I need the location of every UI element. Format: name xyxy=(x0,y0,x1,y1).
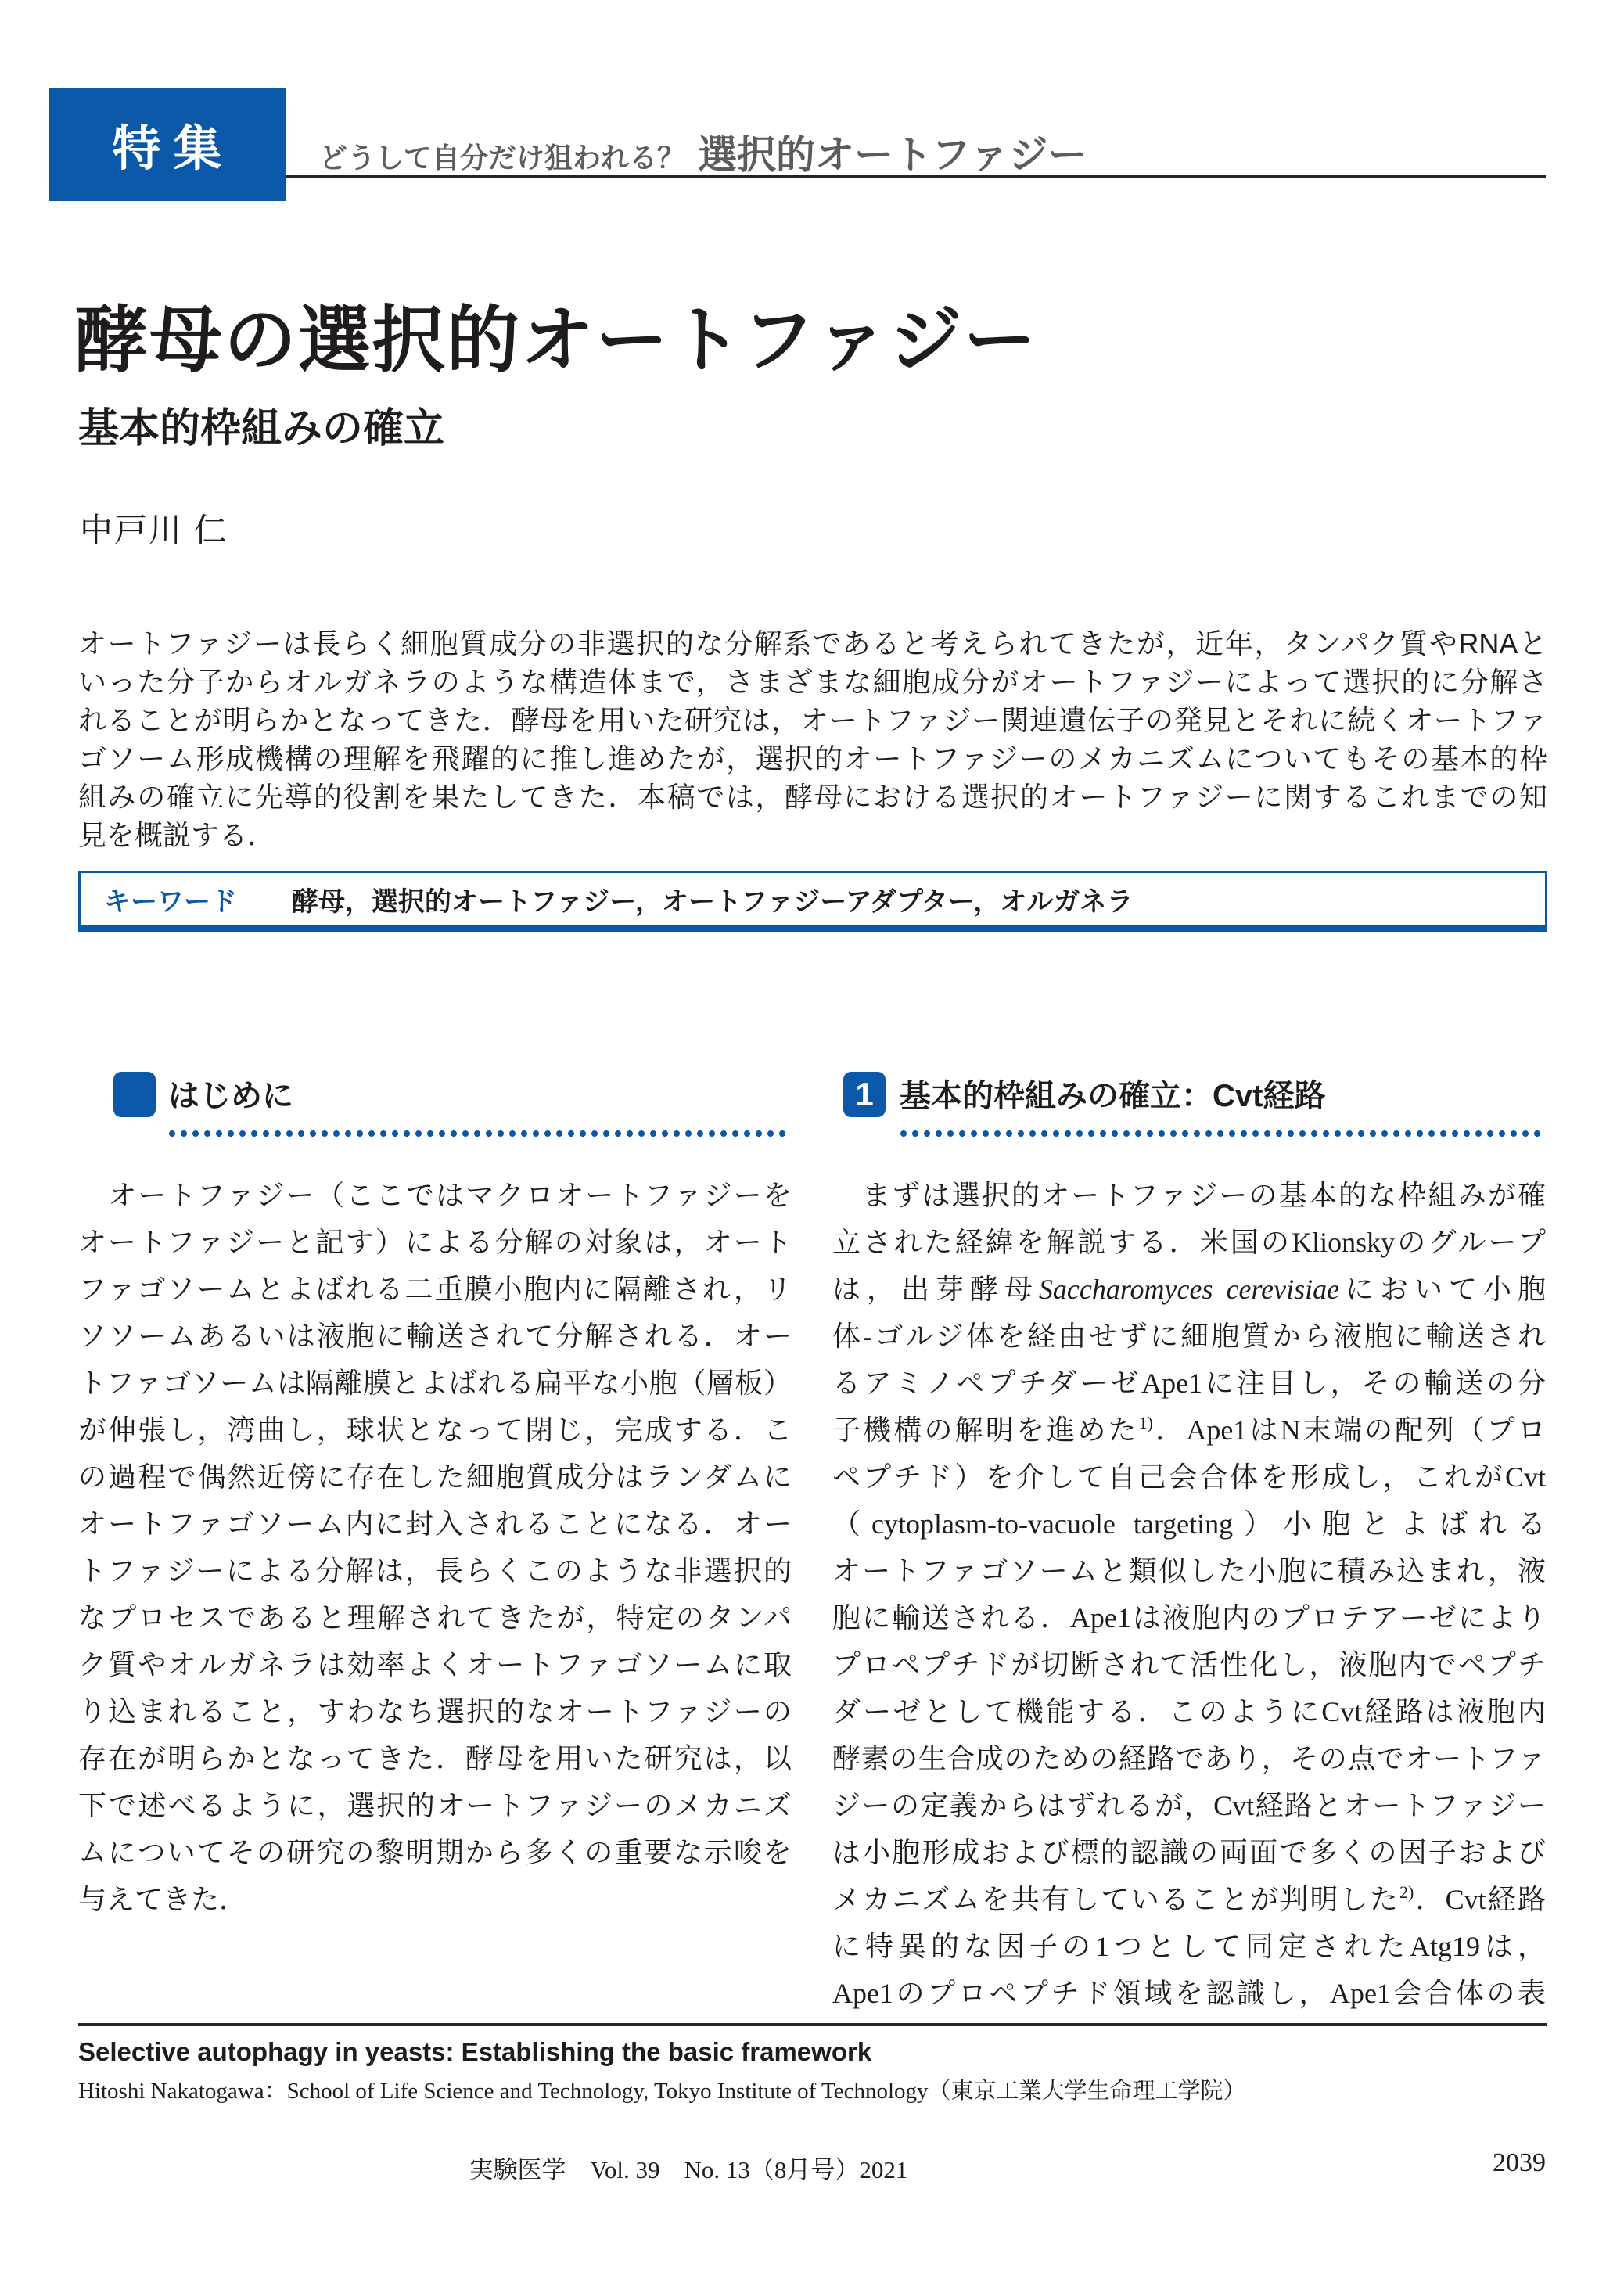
text-line: トファゴソームは隔離膜とよばれる扁平な小胞（層板） xyxy=(78,1368,792,1399)
text-line: オートファジーと記す）による分解の対象は，オート xyxy=(78,1227,792,1258)
text-line: オートファジーは長らく細胞質成分の非選択的な分解系であると考えられてきたが，近年，タンパク質やRNAと xyxy=(78,627,1547,660)
author-affiliation: Hitoshi Nakatogawa：School of Life Science and Technology, Tokyo Institute of Technology（東京工業大学生命理工学院） xyxy=(78,2079,1246,2104)
text-line: ペプチド）を介して自己会合体を形成し，これがCvt xyxy=(832,1461,1546,1493)
abstract xyxy=(78,624,1547,854)
text-line: いった分子からオルガネラのような構造体まで，さまざまな細胞成分がオートファジーによって選択的に分解さ xyxy=(78,666,1547,698)
page-subtitle: 基本的枠組みの確立 xyxy=(78,406,445,451)
text-line: オートファゴソームと類似した小胞に積み込まれ，液 xyxy=(832,1555,1546,1587)
text-line: オートファジー（ここではマクロオートファジーを xyxy=(78,1180,792,1211)
text-line: ゴソーム形成機構の理解を飛躍的に推し進めたが，選択的オートファジーのメカニズムについてもその基本的枠 xyxy=(78,742,1547,775)
text-line: に特異的な因子の1つとして同定されたAtg19は， xyxy=(832,1931,1546,1962)
text-line: は，出芽酵母Saccharomyces cerevisiaeにおいて小胞 xyxy=(832,1274,1546,1305)
text-line: 存在が明らかとなってきた．酵母を用いた研究は，以 xyxy=(78,1743,792,1774)
text-line: 見を概説する． xyxy=(78,819,276,851)
text-line: の過程で偶然近傍に存在した細胞質成分はランダムに xyxy=(78,1461,792,1493)
text-line: Ape1のプロペプチド領域を認識し，Ape1会合体の表 xyxy=(832,1978,1546,2009)
text-line: が伸張し，湾曲し，球状となって閉じ，完成する．こ xyxy=(78,1414,792,1446)
left-column-text xyxy=(78,1172,792,1923)
text-line: ジーの定義からはずれるが，Cvt経路とオートファジー xyxy=(832,1790,1546,1821)
text-line: ファゴソームとよばれる二重膜小胞内に隔離され，リ xyxy=(78,1274,792,1305)
text-line: 与えてきた． xyxy=(78,1884,248,1915)
feature-label: 特集 xyxy=(112,122,235,176)
text-line: （cytoplasm-to-vacuole targeting）小胞とよばれる xyxy=(832,1508,1546,1540)
intro-section-marker-icon xyxy=(113,1072,156,1117)
text-line: 胞に輸送される．Ape1は液胞内のプロテアーゼにより xyxy=(832,1602,1546,1633)
text-line: ダーゼとして機能する．このようにCvt経路は液胞内 xyxy=(832,1696,1546,1727)
text-line: ムについてその研究の黎明期から多くの重要な示唆を xyxy=(78,1837,792,1868)
text-line: れることが明らかとなってきた．酵母を用いた研究は，オートファジー関連遺伝子の発見とそれに続くオートファ xyxy=(78,704,1547,736)
page-title: 酵母の選択的オートファジー xyxy=(75,300,1038,381)
text-line: 体-ゴルジ体を経由せずに細胞質から液胞に輸送され xyxy=(832,1321,1546,1352)
keyword-box xyxy=(78,871,1547,932)
text-line: プロペプチドが切断されて活性化し，液胞内でペプチ xyxy=(832,1649,1546,1680)
text-line: トファジーによる分解は，長らくこのような非選択的 xyxy=(78,1555,792,1587)
feature-label-box xyxy=(49,88,286,201)
journal-issue-line: 実験医学 Vol. 39 No. 13（8月号）2021 xyxy=(469,2156,908,2183)
footer-rule xyxy=(78,2023,1547,2026)
text-line: オートファゴソーム内に封入されることになる．オー xyxy=(78,1508,792,1540)
keyword-label: キーワード xyxy=(104,887,237,917)
right-column-text xyxy=(832,1172,1546,2017)
author-name: 中戸川 仁 xyxy=(80,512,228,548)
text-line: 立された経緯を解説する．米国のKlionskyのグループ xyxy=(832,1227,1546,1258)
text-line: は小胞形成および標的認識の両面で多くの因子および xyxy=(832,1837,1546,1868)
section1-heading-dotted-rule xyxy=(900,1130,1546,1138)
text-line: 酵素の生合成のための経路であり，その点でオートファ xyxy=(832,1743,1546,1774)
series-question: どうして自分だけ狙われる？ xyxy=(319,142,686,174)
english-title: Selective autophagy in yeasts: Establishing the basic framework xyxy=(78,2037,872,2066)
text-line: 下で述べるように，選択的オートファジーのメカニズ xyxy=(78,1790,792,1821)
section1-number: 1 xyxy=(855,1076,874,1112)
text-line: ク質やオルガネラは効率よくオートファゴソームに取 xyxy=(78,1649,792,1680)
series-title: 選択的オートファジー xyxy=(698,133,1087,177)
text-line: メカニズムを共有していることが判明した$^{2)}$．Cvt経路 xyxy=(832,1882,1546,1915)
text-line: まずは選択的オートファジーの基本的な枠組みが確 xyxy=(832,1180,1546,1211)
text-line: ソソームあるいは液胞に輸送されて分解される．オー xyxy=(78,1321,792,1352)
page-number: 2039 xyxy=(1493,2148,1546,2177)
intro-heading-dotted-rule xyxy=(168,1130,790,1138)
section1-heading: 基本的枠組みの確立：Cvt経路 xyxy=(900,1079,1326,1113)
text-line: 組みの確立に先導的役割を果たしてきた．本稿では，酵母における選択的オートファジーに関するこれまでの知 xyxy=(78,781,1547,813)
text-line: り込まれること，すわなち選択的なオートファジーの xyxy=(78,1696,792,1727)
intro-section-heading: はじめに xyxy=(168,1079,293,1113)
text-line: なプロセスであると理解されてきたが，特定のタンパ xyxy=(78,1602,792,1633)
keyword-list: 酵母，選択的オートファジー，オートファジーアダプター，オルガネラ xyxy=(292,887,1134,917)
section1-number-badge xyxy=(843,1072,886,1117)
text-line: 子機構の解明を進めた$^{1)}$．Ape1はN末端の配列（プロ xyxy=(832,1413,1546,1446)
text-line: るアミノペプチダーゼApe1に注目し，その輸送の分 xyxy=(832,1368,1546,1399)
